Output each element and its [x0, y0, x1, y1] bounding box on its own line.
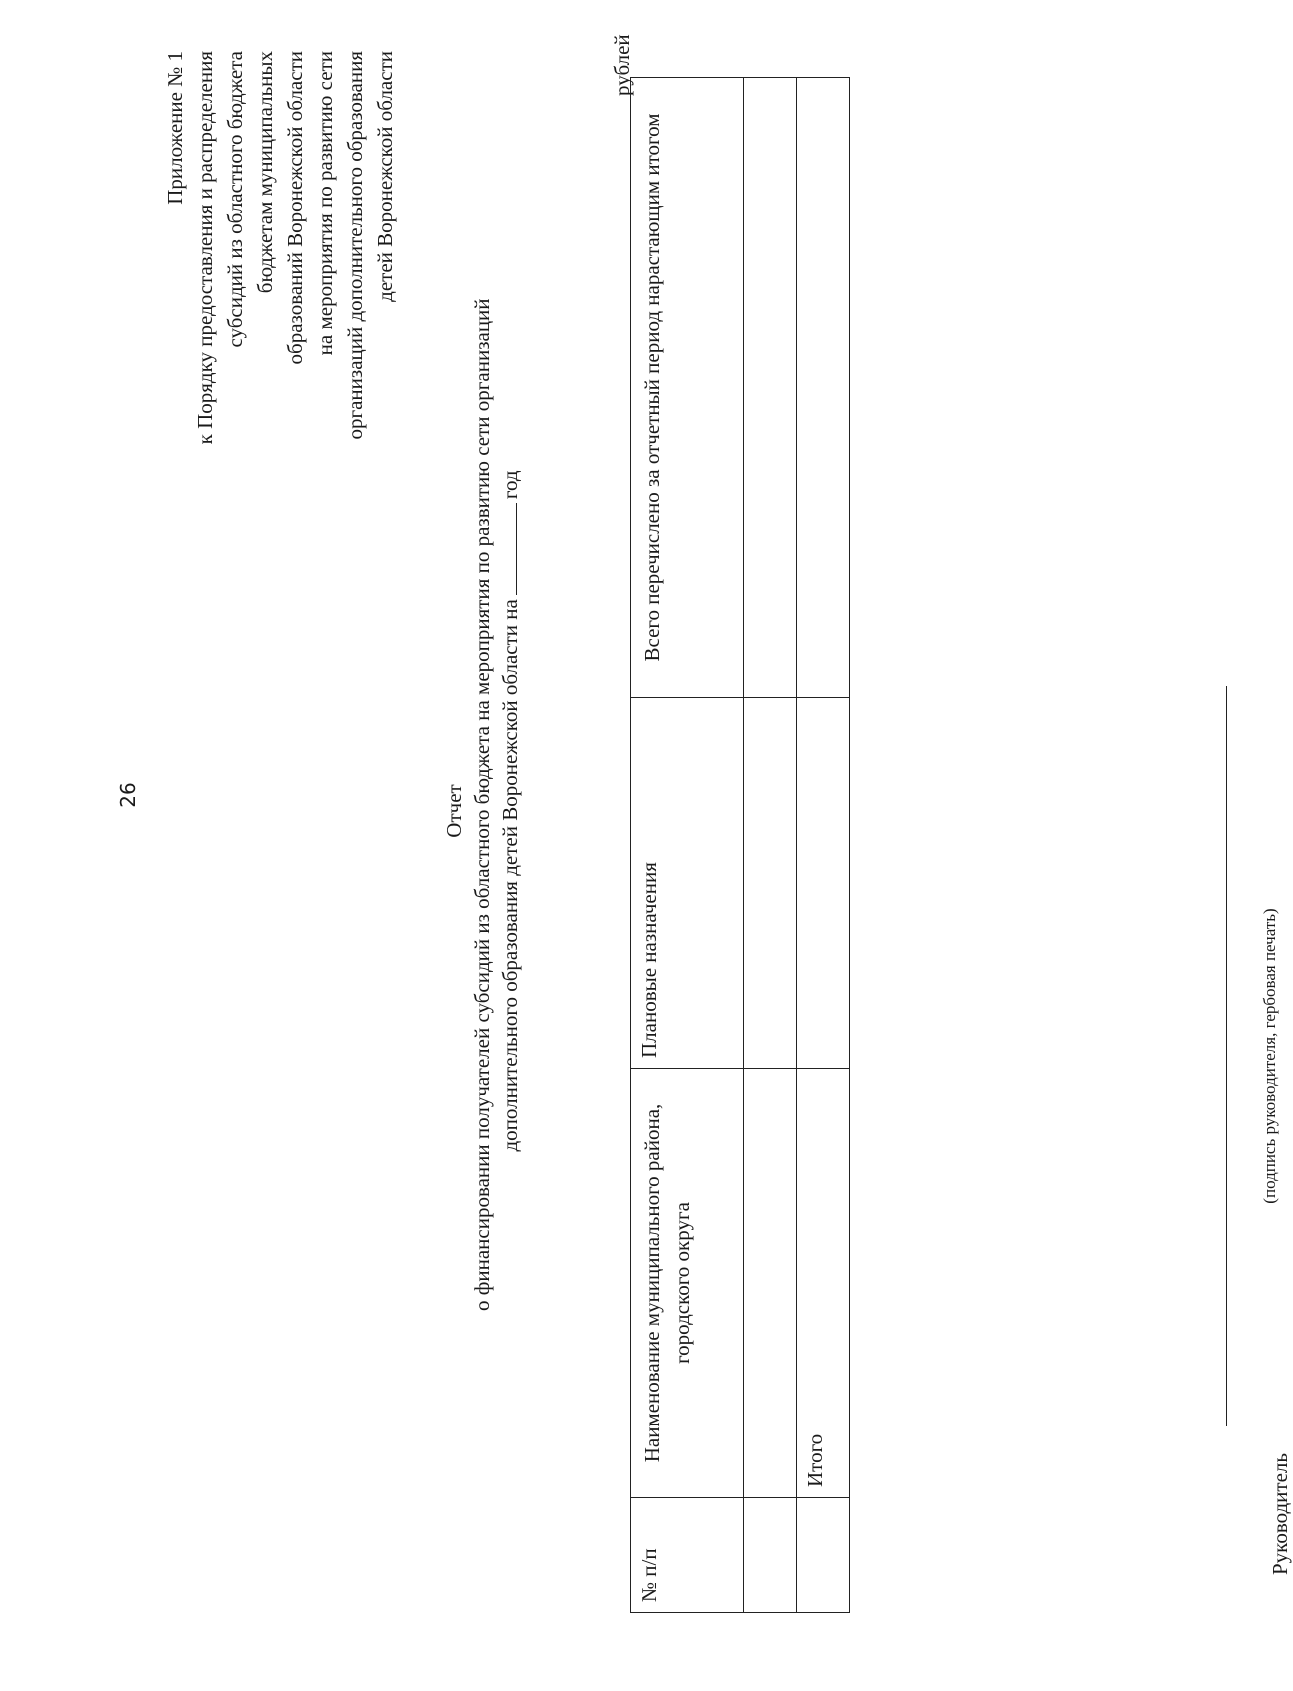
head-label: Руководитель [1268, 1453, 1292, 1575]
appendix-line: на мероприятия по развитию сети [313, 51, 337, 356]
report-table [630, 77, 850, 1613]
report-title-line2-suffix: год [498, 470, 522, 500]
appendix-line: к Порядку предоставления и распределения [193, 51, 217, 445]
table-cell[interactable] [744, 78, 797, 698]
table-cell[interactable] [744, 698, 797, 1069]
total-label-cell: Итого [797, 1069, 850, 1498]
table-total-row [797, 78, 850, 1613]
table-header-row [631, 78, 744, 1613]
appendix-block [160, 51, 400, 471]
page-number: 26 [116, 782, 140, 808]
header-cell-transferred: Всего перечислено за отчетный период нарастающим итогом [631, 78, 744, 698]
table-cell[interactable] [797, 1498, 850, 1613]
appendix-line: субсидий из областного бюджета [223, 51, 247, 348]
report-title-line2-prefix: дополнительного образования детей Воронежской области на [498, 599, 522, 1152]
table-cell[interactable] [797, 78, 850, 698]
year-blank-field[interactable] [496, 503, 517, 595]
appendix-line: Приложение № 1 [163, 51, 187, 205]
units-label: рублей [610, 34, 634, 96]
appendix-line: детей Воронежской области [373, 51, 397, 302]
report-title-line1: о финансировании получателей субсидий из областного бюджета на мероприятия по развитию сети организаций [470, 298, 494, 1311]
report-title-line2 [496, 311, 524, 1311]
signature-line[interactable] [1226, 686, 1227, 1426]
table-cell[interactable] [744, 1069, 797, 1498]
appendix-line: бюджетам муниципальных [253, 51, 277, 294]
table-cell[interactable] [797, 698, 850, 1069]
header-cell-municipality: Наименование муниципального района, городского округа [631, 1069, 744, 1498]
report-title [440, 298, 524, 1311]
appendix-line: организаций дополнительного образования [343, 51, 367, 440]
header-cell-planned: Плановые назначения [631, 698, 744, 1069]
appendix-line: образований Воронежской области [283, 51, 307, 365]
header-cell-number: № п/п [631, 1498, 744, 1613]
table-row [744, 78, 797, 1613]
report-heading: Отчет [442, 784, 466, 838]
table-cell[interactable] [744, 1498, 797, 1613]
signature-caption: (подпись руководителя, гербовая печать) [1260, 908, 1279, 1204]
